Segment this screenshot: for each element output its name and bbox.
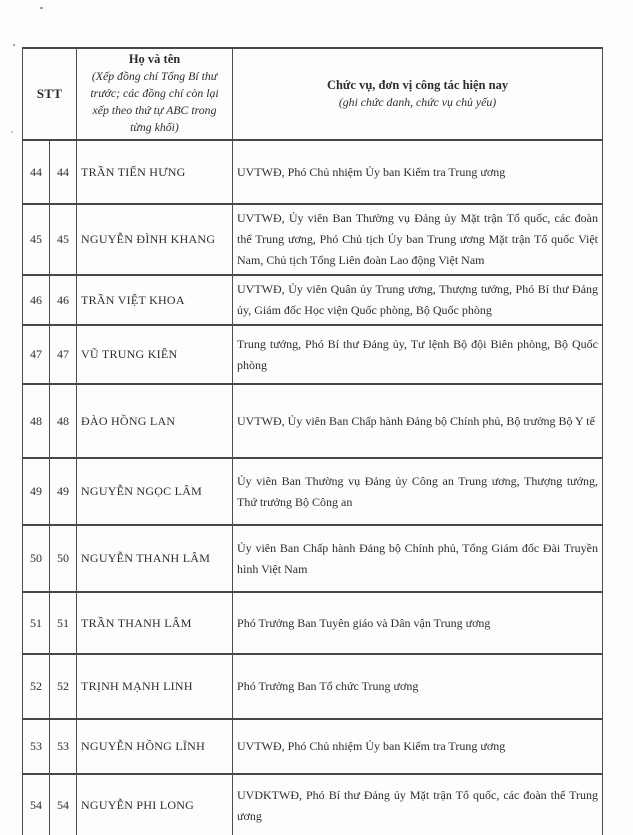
table-row [23,325,603,384]
name-cell: TRẦN TIẾN HƯNG [77,140,233,204]
stt-cell: 48 [23,384,50,458]
position-cell: UVTWĐ, Ủy viên Quân ủy Trung ương, Thượng tướng, Phó Bí thư Đảng ủy, Giám đốc Học viện Quốc phòng, Bộ Quốc phòng [233,275,603,325]
stt-cell: 52 [23,654,50,719]
stt-duplicate-cell: 45 [50,204,77,275]
stt-duplicate-cell: 50 [50,525,77,592]
name-cell: NGUYỄN NGỌC LÂM [77,458,233,525]
position-cell: Ủy viên Ban Chấp hành Đảng bộ Chính phủ, Tổng Giám đốc Đài Truyền hình Việt Nam [233,525,603,592]
table-row [23,458,603,525]
position-cell: Trung tướng, Phó Bí thư Đảng ủy, Tư lệnh Bộ đội Biên phòng, Bộ Quốc phòng [233,325,603,384]
stt-cell: 46 [23,275,50,325]
stt-duplicate-cell: 46 [50,275,77,325]
name-cell: ĐÀO HỒNG LAN [77,384,233,458]
table-row [23,140,603,204]
stt-cell: 44 [23,140,50,204]
stt-cell: 45 [23,204,50,275]
name-cell: TRỊNH MẠNH LINH [77,654,233,719]
position-cell: UVTWĐ, Ủy viên Ban Thường vụ Đảng ủy Mặt trận Tổ quốc, các đoàn thể Trung ương, Phó Chủ tịch Ủy ban Trung ương Mặt trận Tổ quốc Việt Nam, Chủ tịch Tổng Liên đoàn Lao động Việt Nam [233,204,603,275]
stt-duplicate-cell: 51 [50,592,77,654]
scan-artifact [13,44,15,46]
stt-duplicate-cell: 52 [50,654,77,719]
table-row [23,592,603,654]
header-position-title: Chức vụ, đơn vị công tác hiện nay [326,77,509,92]
table-header [23,48,603,140]
name-cell: TRẦN THANH LÂM [77,592,233,654]
header-name-note: (Xếp đồng chí Tổng Bí thư trước; các đồng chí còn lại xếp theo thứ tự ABC trong từng khối) [90,69,219,135]
position-cell: UVTWĐ, Phó Chủ nhiệm Ủy ban Kiểm tra Trung ương [233,719,603,774]
header-position [233,48,603,140]
header-stt: STT [23,48,77,140]
table-row [23,525,603,592]
stt-cell: 54 [23,774,50,835]
position-cell: Phó Trưởng Ban Tổ chức Trung ương [233,654,603,719]
stt-duplicate-cell: 48 [50,384,77,458]
table-body [23,140,603,835]
header-row [23,48,603,140]
name-cell: NGUYỄN ĐÌNH KHANG [77,204,233,275]
header-name [77,48,233,140]
stt-cell: 50 [23,525,50,592]
personnel-table [22,47,603,835]
table-row [23,774,603,835]
position-cell: UVDKTWĐ, Phó Bí thư Đảng ủy Mặt trận Tổ quốc, các đoàn thể Trung ương [233,774,603,835]
name-cell: VŨ TRUNG KIÊN [77,325,233,384]
table-row [23,384,603,458]
stt-duplicate-cell: 53 [50,719,77,774]
stt-duplicate-cell: 54 [50,774,77,835]
header-name-title: Họ và tên [128,52,181,66]
stt-duplicate-cell: 44 [50,140,77,204]
table-row [23,719,603,774]
stt-cell: 53 [23,719,50,774]
name-cell: NGUYỄN THANH LÂM [77,525,233,592]
stt-duplicate-cell: 49 [50,458,77,525]
scan-artifact [40,7,43,9]
stt-cell: 47 [23,325,50,384]
stt-cell: 49 [23,458,50,525]
position-cell: UVTWĐ, Phó Chủ nhiệm Ủy ban Kiểm tra Trung ương [233,140,603,204]
header-position-note: (ghi chức danh, chức vụ chủ yếu) [338,94,497,109]
position-cell: Ủy viên Ban Thường vụ Đảng ủy Công an Trung ương, Thượng tướng, Thứ trưởng Bộ Công an [233,458,603,525]
scan-artifact [11,131,13,133]
table-row [23,204,603,275]
table-row [23,654,603,719]
position-cell: Phó Trưởng Ban Tuyên giáo và Dân vận Trung ương [233,592,603,654]
name-cell: NGUYỄN PHI LONG [77,774,233,835]
name-cell: NGUYỄN HỒNG LĨNH [77,719,233,774]
stt-cell: 51 [23,592,50,654]
name-cell: TRẦN VIỆT KHOA [77,275,233,325]
stt-duplicate-cell: 47 [50,325,77,384]
position-cell: UVTWĐ, Ủy viên Ban Chấp hành Đảng bộ Chính phủ, Bộ trưởng Bộ Y tế [233,384,603,458]
table-row [23,275,603,325]
